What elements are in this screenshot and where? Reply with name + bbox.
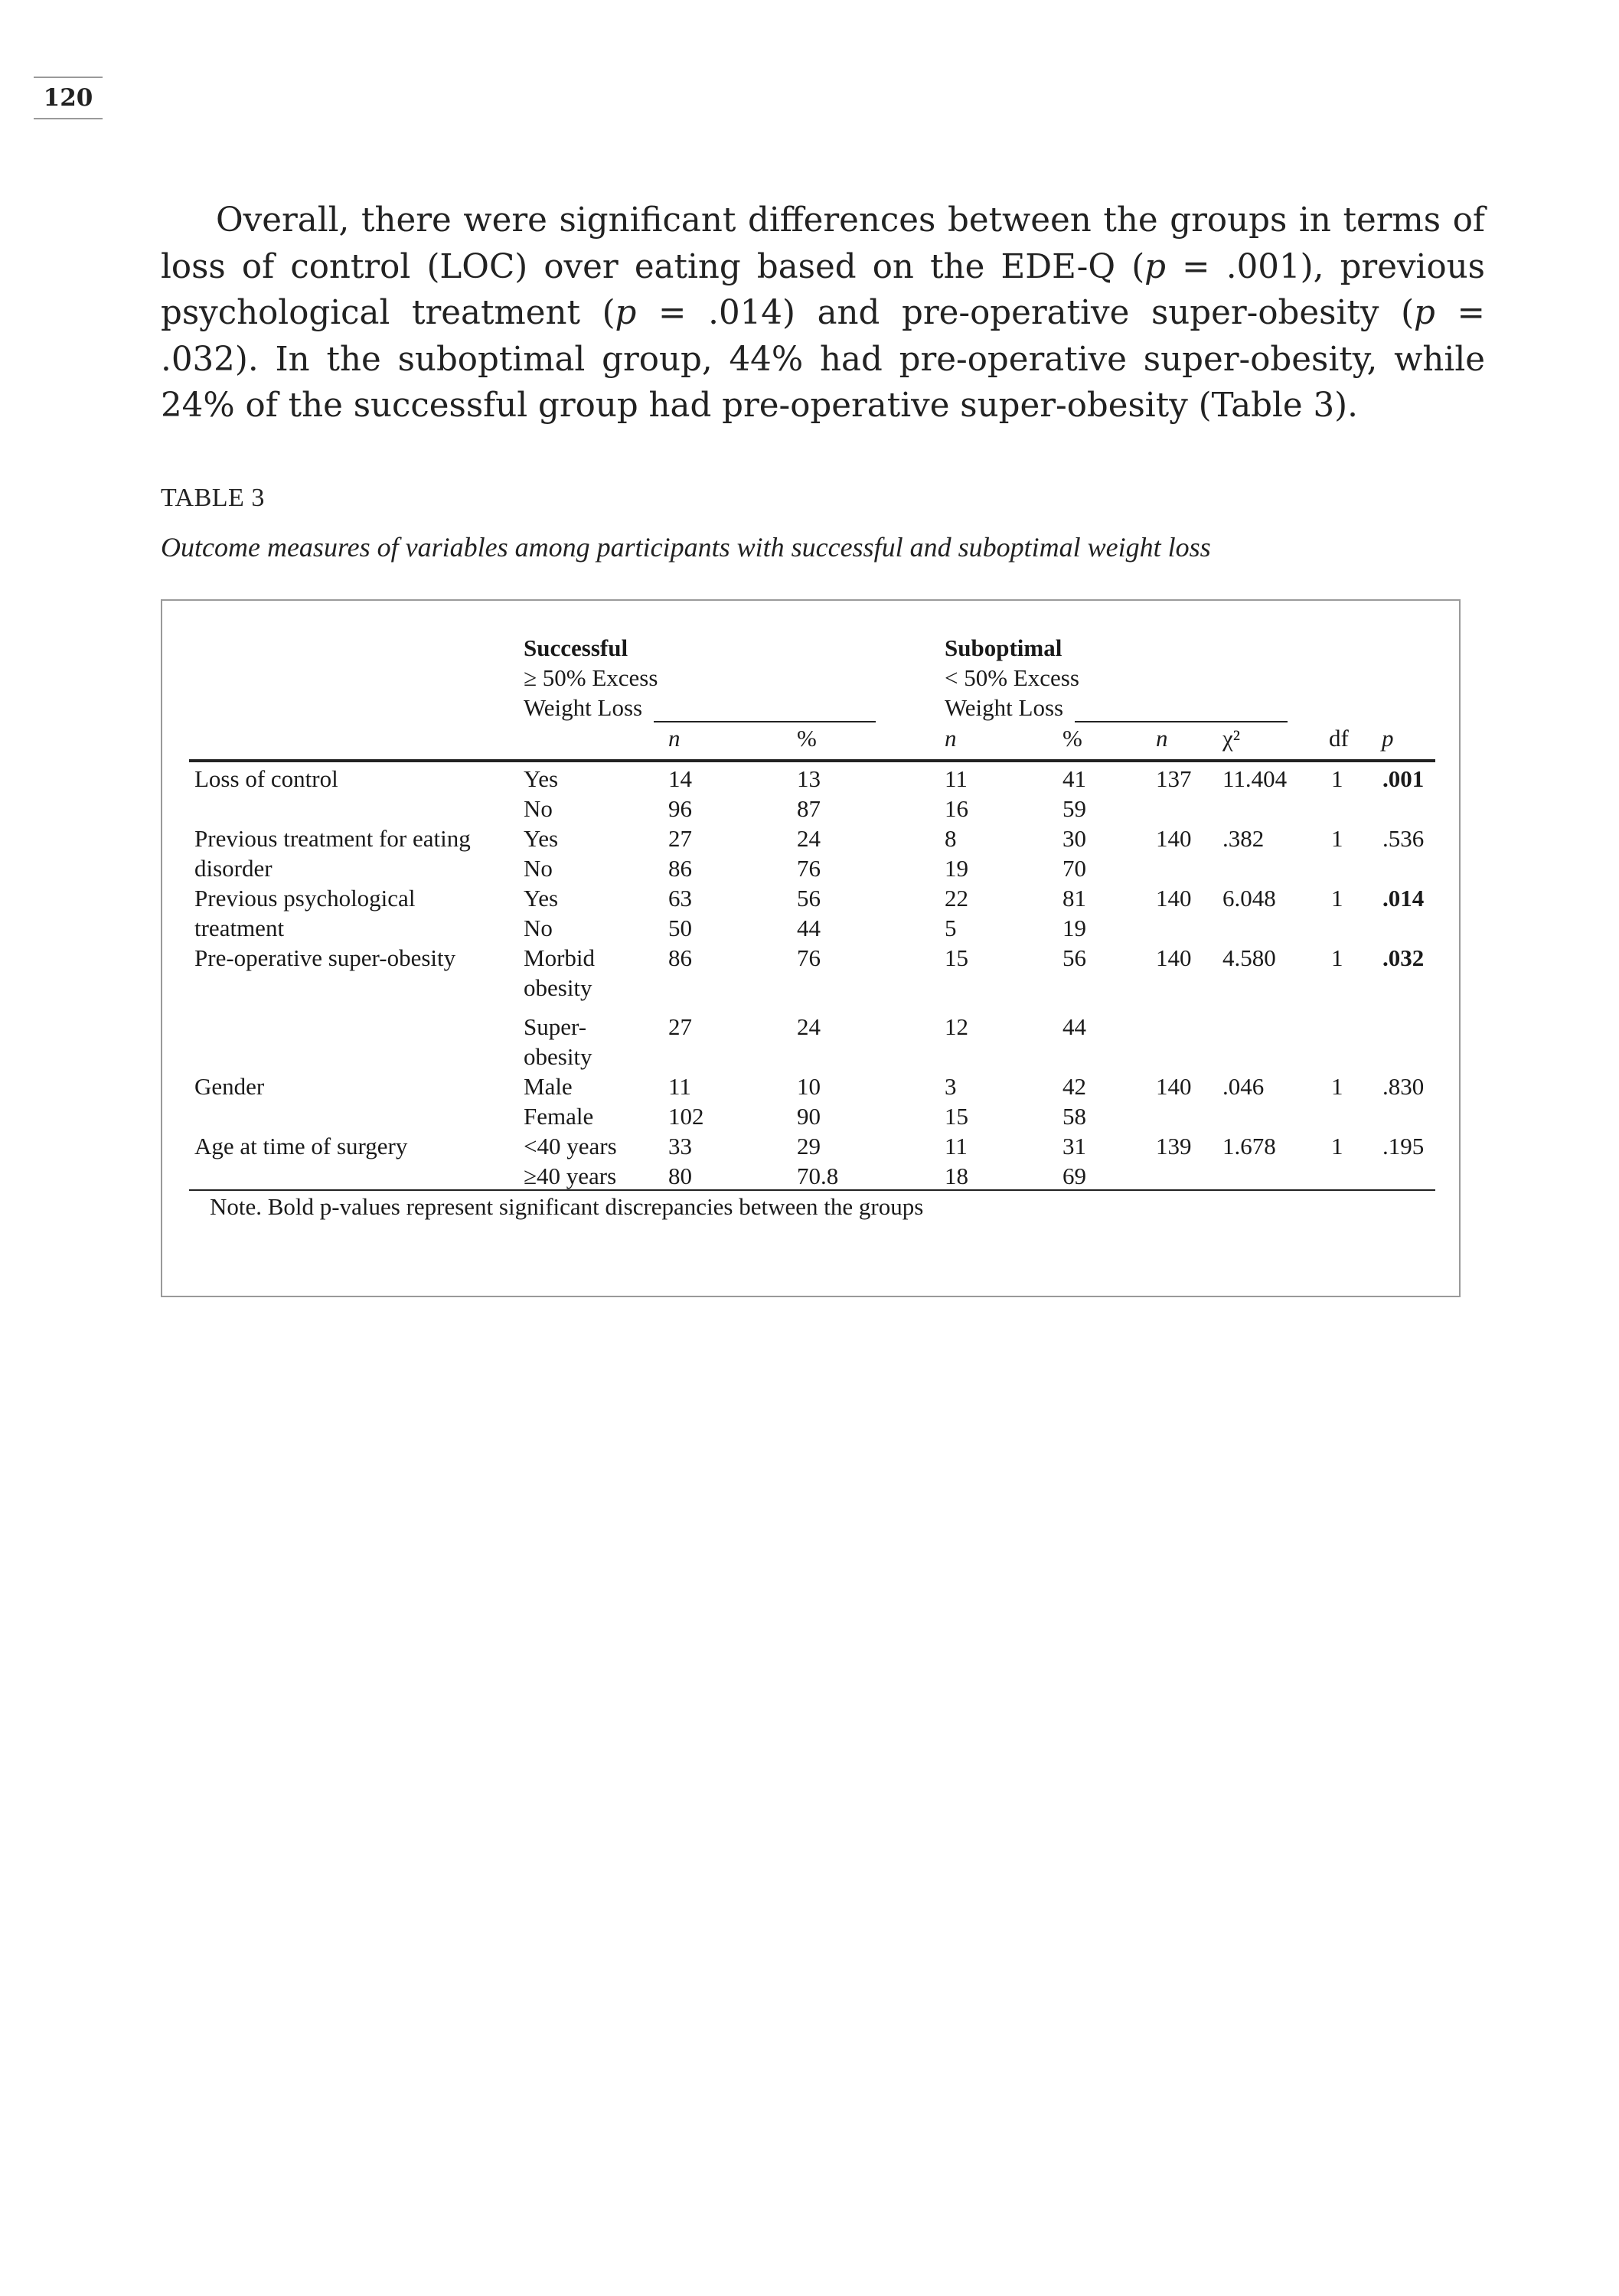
cell-df: 1 bbox=[1331, 1073, 1343, 1100]
cell-suboptimal-n: 8 bbox=[945, 825, 957, 852]
row-level: No bbox=[524, 915, 553, 941]
cell-successful-percent: 24 bbox=[797, 1013, 821, 1040]
col-header-p: p bbox=[1382, 725, 1394, 752]
cell-chi-square: 4.580 bbox=[1222, 944, 1276, 971]
cell-p-value: .032 bbox=[1382, 944, 1425, 971]
cell-p-value: .001 bbox=[1382, 765, 1425, 792]
cell-total-n: 140 bbox=[1156, 885, 1192, 912]
group-successful-line3: Weight Loss bbox=[524, 694, 643, 721]
cell-successful-n: 11 bbox=[668, 1073, 691, 1100]
cell-suboptimal-n: 12 bbox=[945, 1013, 968, 1040]
col-header-suboptimal-percent: % bbox=[1062, 725, 1082, 752]
header-rule bbox=[189, 759, 1435, 762]
table-frame bbox=[161, 599, 1461, 1297]
cell-total-n: 140 bbox=[1156, 825, 1192, 852]
row-level: Female bbox=[524, 1103, 594, 1130]
row-level: Male bbox=[524, 1073, 573, 1100]
cell-successful-n: 86 bbox=[668, 944, 692, 971]
table-label: TABLE 3 bbox=[161, 484, 265, 512]
cell-df: 1 bbox=[1331, 944, 1343, 971]
row-variable-continuation: disorder bbox=[194, 855, 273, 882]
cell-successful-percent: 87 bbox=[797, 795, 821, 822]
cell-p-value: .536 bbox=[1382, 825, 1425, 852]
cell-suboptimal-percent: 81 bbox=[1062, 885, 1086, 912]
cell-successful-percent: 70.8 bbox=[797, 1163, 839, 1189]
group-suboptimal-title: Suboptimal bbox=[945, 634, 1062, 661]
cell-total-n: 139 bbox=[1156, 1133, 1192, 1159]
cell-successful-n: 14 bbox=[668, 765, 692, 792]
cell-suboptimal-percent: 70 bbox=[1062, 855, 1086, 882]
row-level: Yes bbox=[524, 825, 559, 852]
cell-p-value: .195 bbox=[1382, 1133, 1425, 1159]
cell-suboptimal-n: 15 bbox=[945, 1103, 968, 1130]
cell-total-n: 140 bbox=[1156, 1073, 1192, 1100]
row-level: ≥40 years bbox=[524, 1163, 617, 1189]
col-header-suboptimal-n: n bbox=[945, 725, 957, 752]
row-level: Super-obesity bbox=[524, 1013, 592, 1070]
cell-suboptimal-n: 16 bbox=[945, 795, 968, 822]
row-variable-age-at-surgery: Age at time of surgery bbox=[194, 1133, 408, 1159]
cell-chi-square: 11.404 bbox=[1222, 765, 1288, 792]
group-suboptimal-line2: < 50% Excess bbox=[945, 664, 1079, 691]
col-header-df: df bbox=[1329, 725, 1349, 752]
row-variable-loss-of-control: Loss of control bbox=[194, 765, 338, 792]
row-variable-gender: Gender bbox=[194, 1073, 265, 1100]
cell-suboptimal-n: 15 bbox=[945, 944, 968, 971]
suboptimal-group-rule bbox=[1075, 721, 1288, 722]
group-successful-title: Successful bbox=[524, 634, 628, 661]
col-header-chi-square: χ² bbox=[1222, 725, 1241, 752]
row-variable-previous-treatment-eating: Previous treatment for eating bbox=[194, 825, 471, 852]
cell-total-n: 137 bbox=[1156, 765, 1192, 792]
group-suboptimal-line3: Weight Loss bbox=[945, 694, 1064, 721]
cell-suboptimal-percent: 58 bbox=[1062, 1103, 1086, 1130]
cell-suboptimal-percent: 59 bbox=[1062, 795, 1086, 822]
cell-df: 1 bbox=[1331, 765, 1343, 792]
cell-suboptimal-percent: 30 bbox=[1062, 825, 1086, 852]
cell-df: 1 bbox=[1331, 825, 1343, 852]
cell-chi-square: .046 bbox=[1222, 1073, 1265, 1100]
col-header-successful-percent: % bbox=[797, 725, 817, 752]
row-level: Yes bbox=[524, 765, 559, 792]
cell-successful-percent: 24 bbox=[797, 825, 821, 852]
cell-chi-square: 6.048 bbox=[1222, 885, 1276, 912]
group-successful-line2: ≥ 50% Excess bbox=[524, 664, 658, 691]
table-caption: Outcome measures of variables among participants with successful and suboptimal weight loss bbox=[161, 532, 1211, 563]
row-variable-pre-operative-super-obesity: Pre-operative super-obesity bbox=[194, 944, 456, 971]
cell-suboptimal-percent: 69 bbox=[1062, 1163, 1086, 1189]
cell-successful-n: 63 bbox=[668, 885, 692, 912]
col-header-successful-n: n bbox=[668, 725, 681, 752]
cell-suboptimal-percent: 31 bbox=[1062, 1133, 1086, 1159]
row-level: No bbox=[524, 855, 553, 882]
row-level: No bbox=[524, 795, 553, 822]
cell-suboptimal-n: 11 bbox=[945, 1133, 968, 1159]
cell-successful-percent: 13 bbox=[797, 765, 821, 792]
table-bottom-rule bbox=[189, 1189, 1435, 1191]
row-variable-continuation: treatment bbox=[194, 915, 285, 941]
cell-successful-n: 27 bbox=[668, 825, 692, 852]
cell-successful-n: 102 bbox=[668, 1103, 704, 1130]
cell-suboptimal-n: 22 bbox=[945, 885, 968, 912]
cell-successful-n: 86 bbox=[668, 855, 692, 882]
cell-suboptimal-n: 5 bbox=[945, 915, 957, 941]
cell-successful-percent: 44 bbox=[797, 915, 821, 941]
row-level: Yes bbox=[524, 885, 559, 912]
cell-p-value: .014 bbox=[1382, 885, 1425, 912]
cell-suboptimal-percent: 56 bbox=[1062, 944, 1086, 971]
page-number: 120 bbox=[34, 77, 103, 119]
cell-suboptimal-percent: 41 bbox=[1062, 765, 1086, 792]
cell-successful-percent: 10 bbox=[797, 1073, 821, 1100]
col-header-total-n: n bbox=[1156, 725, 1168, 752]
cell-successful-n: 80 bbox=[668, 1163, 692, 1189]
cell-successful-n: 50 bbox=[668, 915, 692, 941]
cell-suboptimal-percent: 19 bbox=[1062, 915, 1086, 941]
row-level: Morbid obesity bbox=[524, 944, 595, 1001]
cell-p-value: .830 bbox=[1382, 1073, 1425, 1100]
cell-chi-square: 1.678 bbox=[1222, 1133, 1276, 1159]
cell-total-n: 140 bbox=[1156, 944, 1192, 971]
cell-suboptimal-n: 18 bbox=[945, 1163, 968, 1189]
cell-chi-square: .382 bbox=[1222, 825, 1265, 852]
cell-successful-percent: 56 bbox=[797, 885, 821, 912]
row-variable-previous-psychological: Previous psychological bbox=[194, 885, 416, 912]
cell-suboptimal-percent: 44 bbox=[1062, 1013, 1086, 1040]
cell-successful-percent: 76 bbox=[797, 944, 821, 971]
cell-successful-percent: 29 bbox=[797, 1133, 821, 1159]
cell-suboptimal-n: 11 bbox=[945, 765, 968, 792]
cell-successful-percent: 76 bbox=[797, 855, 821, 882]
cell-successful-n: 96 bbox=[668, 795, 692, 822]
cell-successful-percent: 90 bbox=[797, 1103, 821, 1130]
cell-df: 1 bbox=[1331, 1133, 1343, 1159]
cell-suboptimal-n: 19 bbox=[945, 855, 968, 882]
cell-successful-n: 27 bbox=[668, 1013, 692, 1040]
table-note: Note. Bold p-values represent significant discrepancies between the groups bbox=[210, 1193, 924, 1220]
body-paragraph: Overall, there were significant differences between the groups in terms of loss of control (LOC) over eating based on the EDE-Q (p = .001), previous psychological treatment (p = .014) and pre-operative super-obesity (p = .032). In the suboptimal group, 44% had pre-operative super-obesity, while 24% of the successful group had pre-operative super-obesity (Table 3). bbox=[161, 201, 1485, 425]
successful-group-rule bbox=[654, 721, 876, 722]
cell-successful-n: 33 bbox=[668, 1133, 692, 1159]
cell-df: 1 bbox=[1331, 885, 1343, 912]
row-level: <40 years bbox=[524, 1133, 617, 1159]
cell-suboptimal-percent: 42 bbox=[1062, 1073, 1086, 1100]
cell-suboptimal-n: 3 bbox=[945, 1073, 957, 1100]
